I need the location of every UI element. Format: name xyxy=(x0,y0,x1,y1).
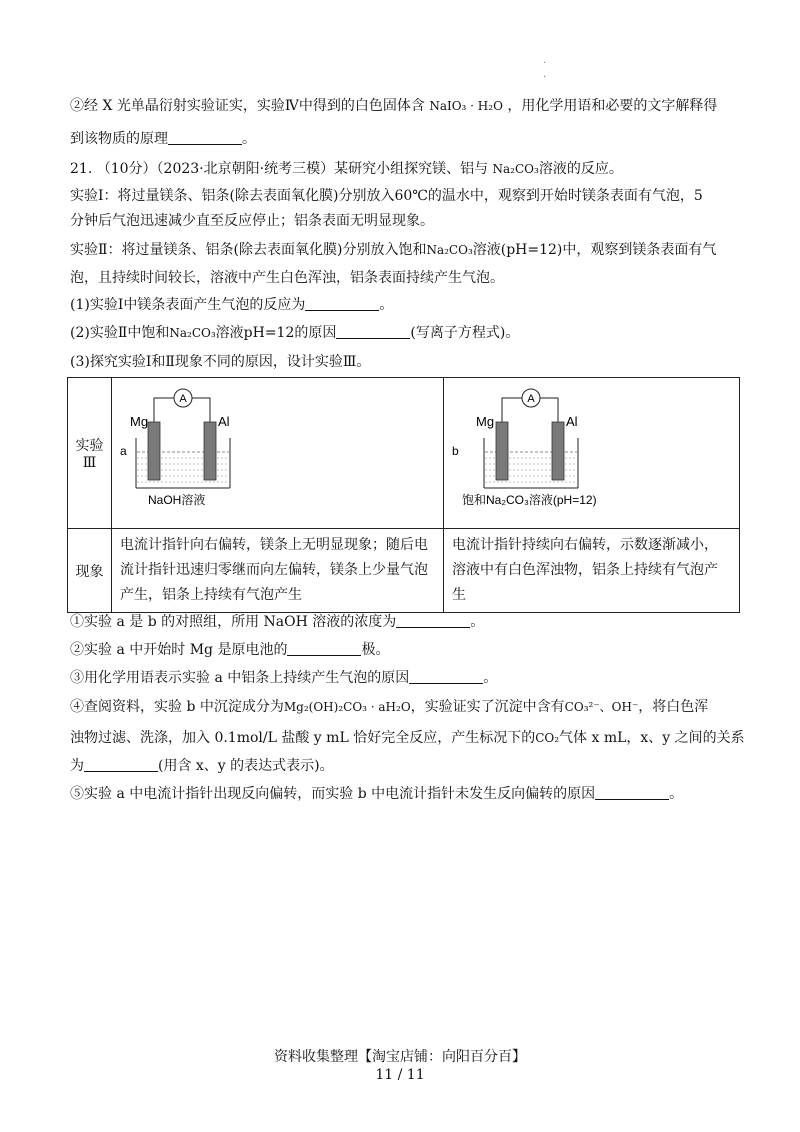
observation-b-line1: 电流计指针持续向右偏转，示数逐渐减小， xyxy=(452,537,718,553)
exp2-line1 xyxy=(70,240,716,260)
row-label-line1: 实验 xyxy=(75,438,104,454)
period: 。 xyxy=(379,297,394,313)
sub-question-s3 xyxy=(70,668,497,688)
s4-ions: CO₃²⁻、OH⁻ xyxy=(564,700,639,714)
electrochemical-cell-b-diagram xyxy=(444,378,740,528)
scan-dot: · xyxy=(543,72,547,83)
sub2-formula: Na₂CO₃ xyxy=(169,326,216,340)
question-points: （10分） xyxy=(96,161,157,177)
mg-electrode xyxy=(496,422,508,480)
period: 。 xyxy=(669,786,684,802)
al-electrode xyxy=(204,422,216,480)
observation-a-line3: 产生，铝条上持续有气泡产生 xyxy=(120,587,302,603)
diagram-letter-a: a xyxy=(120,444,127,458)
sub-question-3: (3)探究实验Ⅰ和Ⅱ现象不同的原因，设计实验Ⅲ。 xyxy=(70,354,371,370)
q20-part2-formula: NaIO₃ · H₂O xyxy=(429,99,503,113)
question-number: 21. xyxy=(70,161,93,177)
footer-source: 资料收集整理【淘宝店铺：向阳百分百】 xyxy=(274,1049,526,1065)
electrode-label-al: Al xyxy=(218,414,230,429)
solution-label-a: NaOH溶液 xyxy=(148,493,206,507)
sub-question-1 xyxy=(70,295,393,315)
s4-suffix: ，将白色浑 xyxy=(638,699,709,715)
q20-part2-end: 。 xyxy=(242,131,256,147)
row-label-experiment xyxy=(68,378,112,529)
sub-question-2 xyxy=(70,323,519,343)
exp2-prefix: 实验Ⅱ：将过量镁条、铝条(除去表面氧化膜)分别放入饱和 xyxy=(70,242,427,258)
electrochemical-cell-a-diagram xyxy=(112,378,444,528)
q20-part2-line2-text: 到该物质的原理 xyxy=(70,131,168,147)
observation-b xyxy=(444,529,740,613)
q21-stem xyxy=(70,159,623,179)
diagram-letter-b: b xyxy=(452,444,459,458)
observation-b-line2: 溶液中有白色浑浊物，铝条上持续有气泡产 xyxy=(452,562,718,578)
s3-text: ③用化学用语表示实验 a 中铝条上持续产生气泡的原因 xyxy=(70,670,410,686)
sub-question-s5 xyxy=(70,784,683,804)
answer-blank[interactable] xyxy=(168,130,242,145)
page-number: 11 / 11 xyxy=(375,1067,425,1083)
sub1-text: (1)实验Ⅰ中镁条表面产生气泡的反应为 xyxy=(70,297,306,313)
exp1-line1: 实验Ⅰ：将过量镁条、铝条(除去表面氧化膜)分别放入60℃的温水中，观察到开始时镁条表面有气泡，5 xyxy=(70,188,703,204)
s4-line2-prefix: 浊物过滤、洗涤，加入 0.1mol/L 盐酸 y mL 恰好完全反应，产生标况下的 xyxy=(70,730,536,746)
ammeter-label: A xyxy=(527,393,535,405)
observation-a xyxy=(112,529,444,613)
sub-question-s4-line1 xyxy=(70,697,708,717)
q21-stem-suffix: 溶液的反应。 xyxy=(538,161,623,177)
answer-blank[interactable] xyxy=(305,296,379,311)
s4-line2-formula: CO₂ xyxy=(535,731,560,745)
s4-formula: Mg₂(OH)₂CO₃ · aH₂O xyxy=(283,700,411,714)
q20-part2-line1 xyxy=(70,96,717,116)
s4-line3-prefix: 为 xyxy=(70,758,84,774)
s4-prefix: ④查阅资料，实验 b 中沉淀成分为 xyxy=(70,699,284,715)
solution-label-b: 饱和Na₂CO₃溶液(pH=12) xyxy=(462,493,597,507)
row-label-observation: 现象 xyxy=(68,529,112,613)
period: 。 xyxy=(470,614,485,630)
q21-stem-prefix: 某研究小组探究镁、铝与 xyxy=(334,161,489,177)
answer-blank[interactable] xyxy=(287,641,361,656)
exp1-line2: 分钟后气泡迅速减少直至反应停止；铝条表面无明显现象。 xyxy=(70,213,434,229)
answer-blank[interactable] xyxy=(409,669,483,684)
answer-blank[interactable] xyxy=(396,613,470,628)
s5-text: ⑤实验 a 中电流计指针出现反向偏转，而实验 b 中电流计指针未发生反向偏转的原因 xyxy=(70,786,596,802)
question-source: （2023·北京朝阳·统考三模） xyxy=(156,161,335,177)
answer-blank[interactable] xyxy=(595,785,669,800)
s4-line2-suffix: 气体 x mL，x、y 之间的关系 xyxy=(559,730,745,746)
q20-part2-prefix: ②经 X 光单晶衍射实验证实，实验Ⅳ中得到的白色固体含 xyxy=(70,98,425,114)
sub2-prefix: (2)实验Ⅱ中饱和 xyxy=(70,325,170,341)
q20-part2-suffix: ，用化学用语和必要的文字解释得 xyxy=(507,98,718,114)
sub2-mid: 溶液pH=12的原因 xyxy=(215,325,337,341)
s2-prefix: ②实验 a 中开始时 Mg 是原电池的 xyxy=(70,642,288,658)
electrode-label-mg: Mg xyxy=(476,414,495,429)
electrode-label-al: Al xyxy=(566,414,578,429)
row-label-line2: Ⅲ xyxy=(82,455,97,471)
s4-mid: ，实验证实了沉淀中含有 xyxy=(410,699,565,715)
observation-a-line2: 流计指针迅速归零继而向左偏转，镁条上少量气泡 xyxy=(120,562,428,578)
ammeter-label: A xyxy=(179,393,187,405)
table-row-observation xyxy=(68,529,740,613)
period: 。 xyxy=(483,670,498,686)
sub-question-s1 xyxy=(70,612,484,632)
table-row-setup xyxy=(68,378,740,529)
sub-question-s4-line3 xyxy=(70,756,334,776)
exp2-suffix: 溶液(pH=12)中，观察到镁条表面有气 xyxy=(472,242,717,258)
diagram-b-cell xyxy=(444,378,740,529)
diagram-a-cell xyxy=(112,378,444,529)
exp2-line2: 泡，且持续时间较长，溶液中产生白色浑浊，铝条表面持续产生气泡。 xyxy=(70,270,504,286)
electrode-label-mg: Mg xyxy=(130,414,149,429)
sub-question-s4-line2 xyxy=(70,728,745,748)
sub-question-s2 xyxy=(70,640,389,660)
q20-part2-line2 xyxy=(70,129,256,149)
answer-blank[interactable] xyxy=(336,324,410,339)
s1-text: ①实验 a 是 b 的对照组，所用 NaOH 溶液的浓度为 xyxy=(70,614,397,630)
experiment-table xyxy=(67,377,740,613)
observation-a-line1: 电流计指针向右偏转，镁条上无明显现象；随后电 xyxy=(120,537,428,553)
answer-blank[interactable] xyxy=(84,757,158,772)
mg-electrode xyxy=(148,422,160,480)
observation-b-line3: 生 xyxy=(452,587,466,603)
al-electrode xyxy=(552,422,564,480)
sub2-suffix: (写离子方程式)。 xyxy=(410,325,520,341)
exp2-formula: Na₂CO₃ xyxy=(426,243,473,257)
s2-suffix: 极。 xyxy=(361,642,390,658)
scan-dot: · xyxy=(543,58,547,69)
s4-line3-suffix: (用含 x、y 的表达式表示)。 xyxy=(158,758,334,774)
q21-stem-formula: Na₂CO₃ xyxy=(492,162,539,176)
